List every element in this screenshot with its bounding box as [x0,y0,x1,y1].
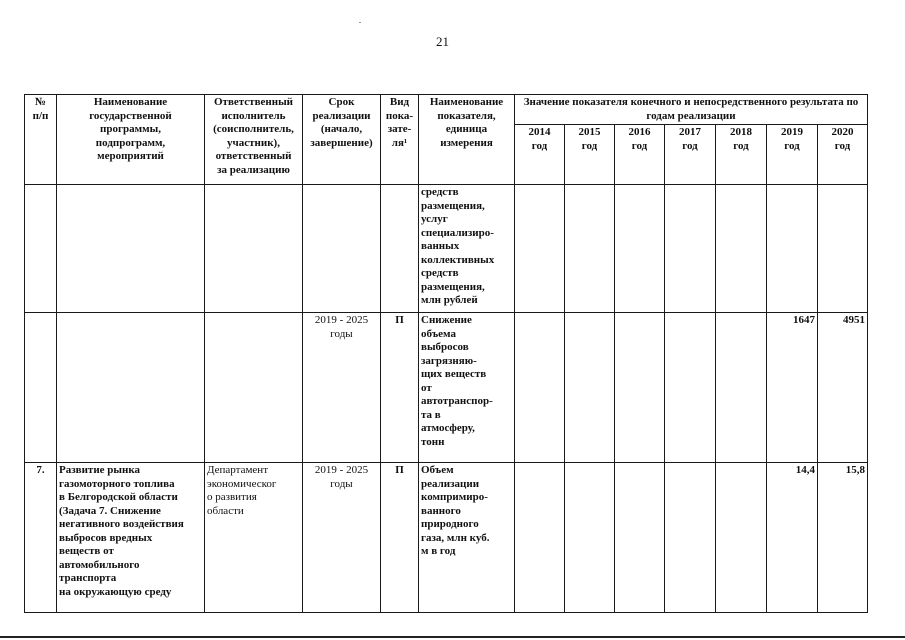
cell-value-2015 [565,463,615,613]
cell-value-2019 [767,185,818,313]
cell-executor [205,313,303,463]
cell-program: Развитие рынка газомоторного топлива в Белгородской области (Задача 7. Снижение негативного воздействия выбросов вредных веществ от автомобильного транспорта на окружающую среду [57,463,205,613]
header-period: Срок реализации (начало, завершение) [303,95,381,185]
cell-value-2020 [818,185,868,313]
header-year-2017: 2017 год [665,125,716,185]
cell-value-2018 [716,463,767,613]
cell-period [303,185,381,313]
cell-period: 2019 - 2025 годы [303,313,381,463]
scan-speck [359,22,361,23]
cell-value-2016 [615,463,665,613]
cell-executor [205,185,303,313]
page-number: 21 [436,34,449,49]
header-indicator: Наименование показателя, единица измерения [419,95,515,185]
cell-num [25,313,57,463]
cell-value-2016 [615,185,665,313]
cell-value-2014 [515,313,565,463]
cell-executor: Департамент экономическог о развития области [205,463,303,613]
cell-program [57,185,205,313]
cell-value-2017 [665,185,716,313]
header-row-1 [25,95,868,125]
cell-type: П [381,313,419,463]
cell-program [57,313,205,463]
cell-indicator: Снижение объема выбросов загрязняю- щих веществ от автотранспор- та в атмосферу, тонн [419,313,515,463]
cell-value-2014 [515,185,565,313]
cell-type: П [381,463,419,613]
cell-value-2019: 1647 [767,313,818,463]
cell-value-2015 [565,313,615,463]
header-year-2019: 2019 год [767,125,818,185]
cell-indicator: Объем реализации компримиро- ванного природного газа, млн куб. м в год [419,463,515,613]
header-year-2018: 2018 год [716,125,767,185]
table-row [25,313,868,463]
cell-value-2018 [716,185,767,313]
header-executor: Ответственный исполнитель (соисполнитель, участник), ответственный за реализацию [205,95,303,185]
cell-value-2019: 14,4 [767,463,818,613]
indicators-table [24,94,868,613]
cell-value-2017 [665,463,716,613]
cell-type [381,185,419,313]
cell-value-2020: 15,8 [818,463,868,613]
cell-value-2018 [716,313,767,463]
table-row [25,185,868,313]
cell-value-2015 [565,185,615,313]
cell-indicator: средств размещения, услуг специализиро- ванных коллективных средств размещения, млн рублей [419,185,515,313]
cell-num [25,185,57,313]
scan-edge-line [0,636,905,638]
header-year-2016: 2016 год [615,125,665,185]
header-year-2014: 2014 год [515,125,565,185]
cell-value-2017 [665,313,716,463]
cell-value-2014 [515,463,565,613]
header-year-2020: 2020 год [818,125,868,185]
table-row [25,463,868,613]
header-year-2015: 2015 год [565,125,615,185]
header-type: Вид пока- зате- ля¹ [381,95,419,185]
header-num: № п/п [25,95,57,185]
cell-num: 7. [25,463,57,613]
cell-period: 2019 - 2025 годы [303,463,381,613]
cell-value-2020: 4951 [818,313,868,463]
header-program: Наименование государственной программы, подпрограмм, мероприятий [57,95,205,185]
header-values-group: Значение показателя конечного и непосредственного результата по годам реализации [515,95,868,125]
cell-value-2016 [615,313,665,463]
